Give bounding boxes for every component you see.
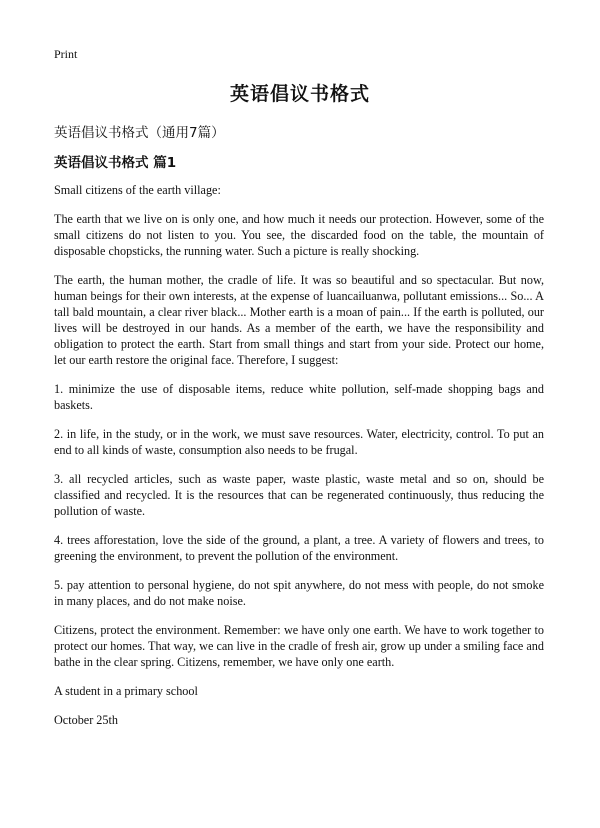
paragraph-earth: The earth, the human mother, the cradle of life. It was so beautiful and so spectacular. But now, human beings for their own interests, at the expense of luancailuanwa, pollutant emissions... So... A tall bald mountain, a clear river black... Mother earth is a moan of pain... If the earth is polluted, our lives will be destroyed in our hands. As a member of the earth, we have the responsibility and obligation to protect the earth. Start from small things and start from your side. Protect our home, let our earth restore the original face. Therefore, I suggest: bbox=[54, 273, 544, 367]
print-label: Print bbox=[54, 47, 78, 61]
paragraph-intro: The earth that we live on is only one, and how much it needs our protection. However, some of the small citizens do not listen to you. You see, the discarded food on the table, the mountain of disposable chopsticks, the running water. Such a picture is really shocking. bbox=[54, 212, 544, 258]
document-title: 英语倡议书格式 bbox=[229, 83, 370, 105]
suggestion-5: 5. pay attention to personal hygiene, do not spit anywhere, do not mess with people, do not smoke in many places, and do not make noise. bbox=[54, 578, 544, 608]
document-body bbox=[54, 182, 544, 741]
paragraph-closing: Citizens, protect the environment. Remember: we have only one earth. We have to work together to protect our homes. That way, we can live in the cradle of fresh air, grow up under a smiling face and bathe in the clear spring. Citizens, remember, we have only one earth. bbox=[54, 623, 544, 669]
suggestion-1: 1. minimize the use of disposable items, reduce white pollution, self-made shopping bags and baskets. bbox=[54, 382, 544, 412]
suggestion-2: 2. in life, in the study, or in the work, we must save resources. Water, electricity, control. To put an end to all kinds of waste, consumption also needs to be frugal. bbox=[54, 427, 544, 457]
suggestion-3: 3. all recycled articles, such as waste paper, waste plastic, waste metal and so on, should be classified and recycled. It is the resources that can be regenerated continuously, thus reducing the pollution of waste. bbox=[54, 472, 544, 518]
salutation: Small citizens of the earth village: bbox=[54, 183, 221, 197]
section-heading: 英语倡议书格式 篇1 bbox=[54, 155, 177, 171]
date: October 25th bbox=[54, 713, 118, 727]
signature: A student in a primary school bbox=[54, 684, 198, 698]
suggestion-4: 4. trees afforestation, love the side of the ground, a plant, a tree. A variety of flowers and trees, to greening the environment, to prevent the pollution of the environment. bbox=[54, 533, 544, 563]
document-subtitle: 英语倡议书格式（通用7篇） bbox=[54, 125, 225, 141]
